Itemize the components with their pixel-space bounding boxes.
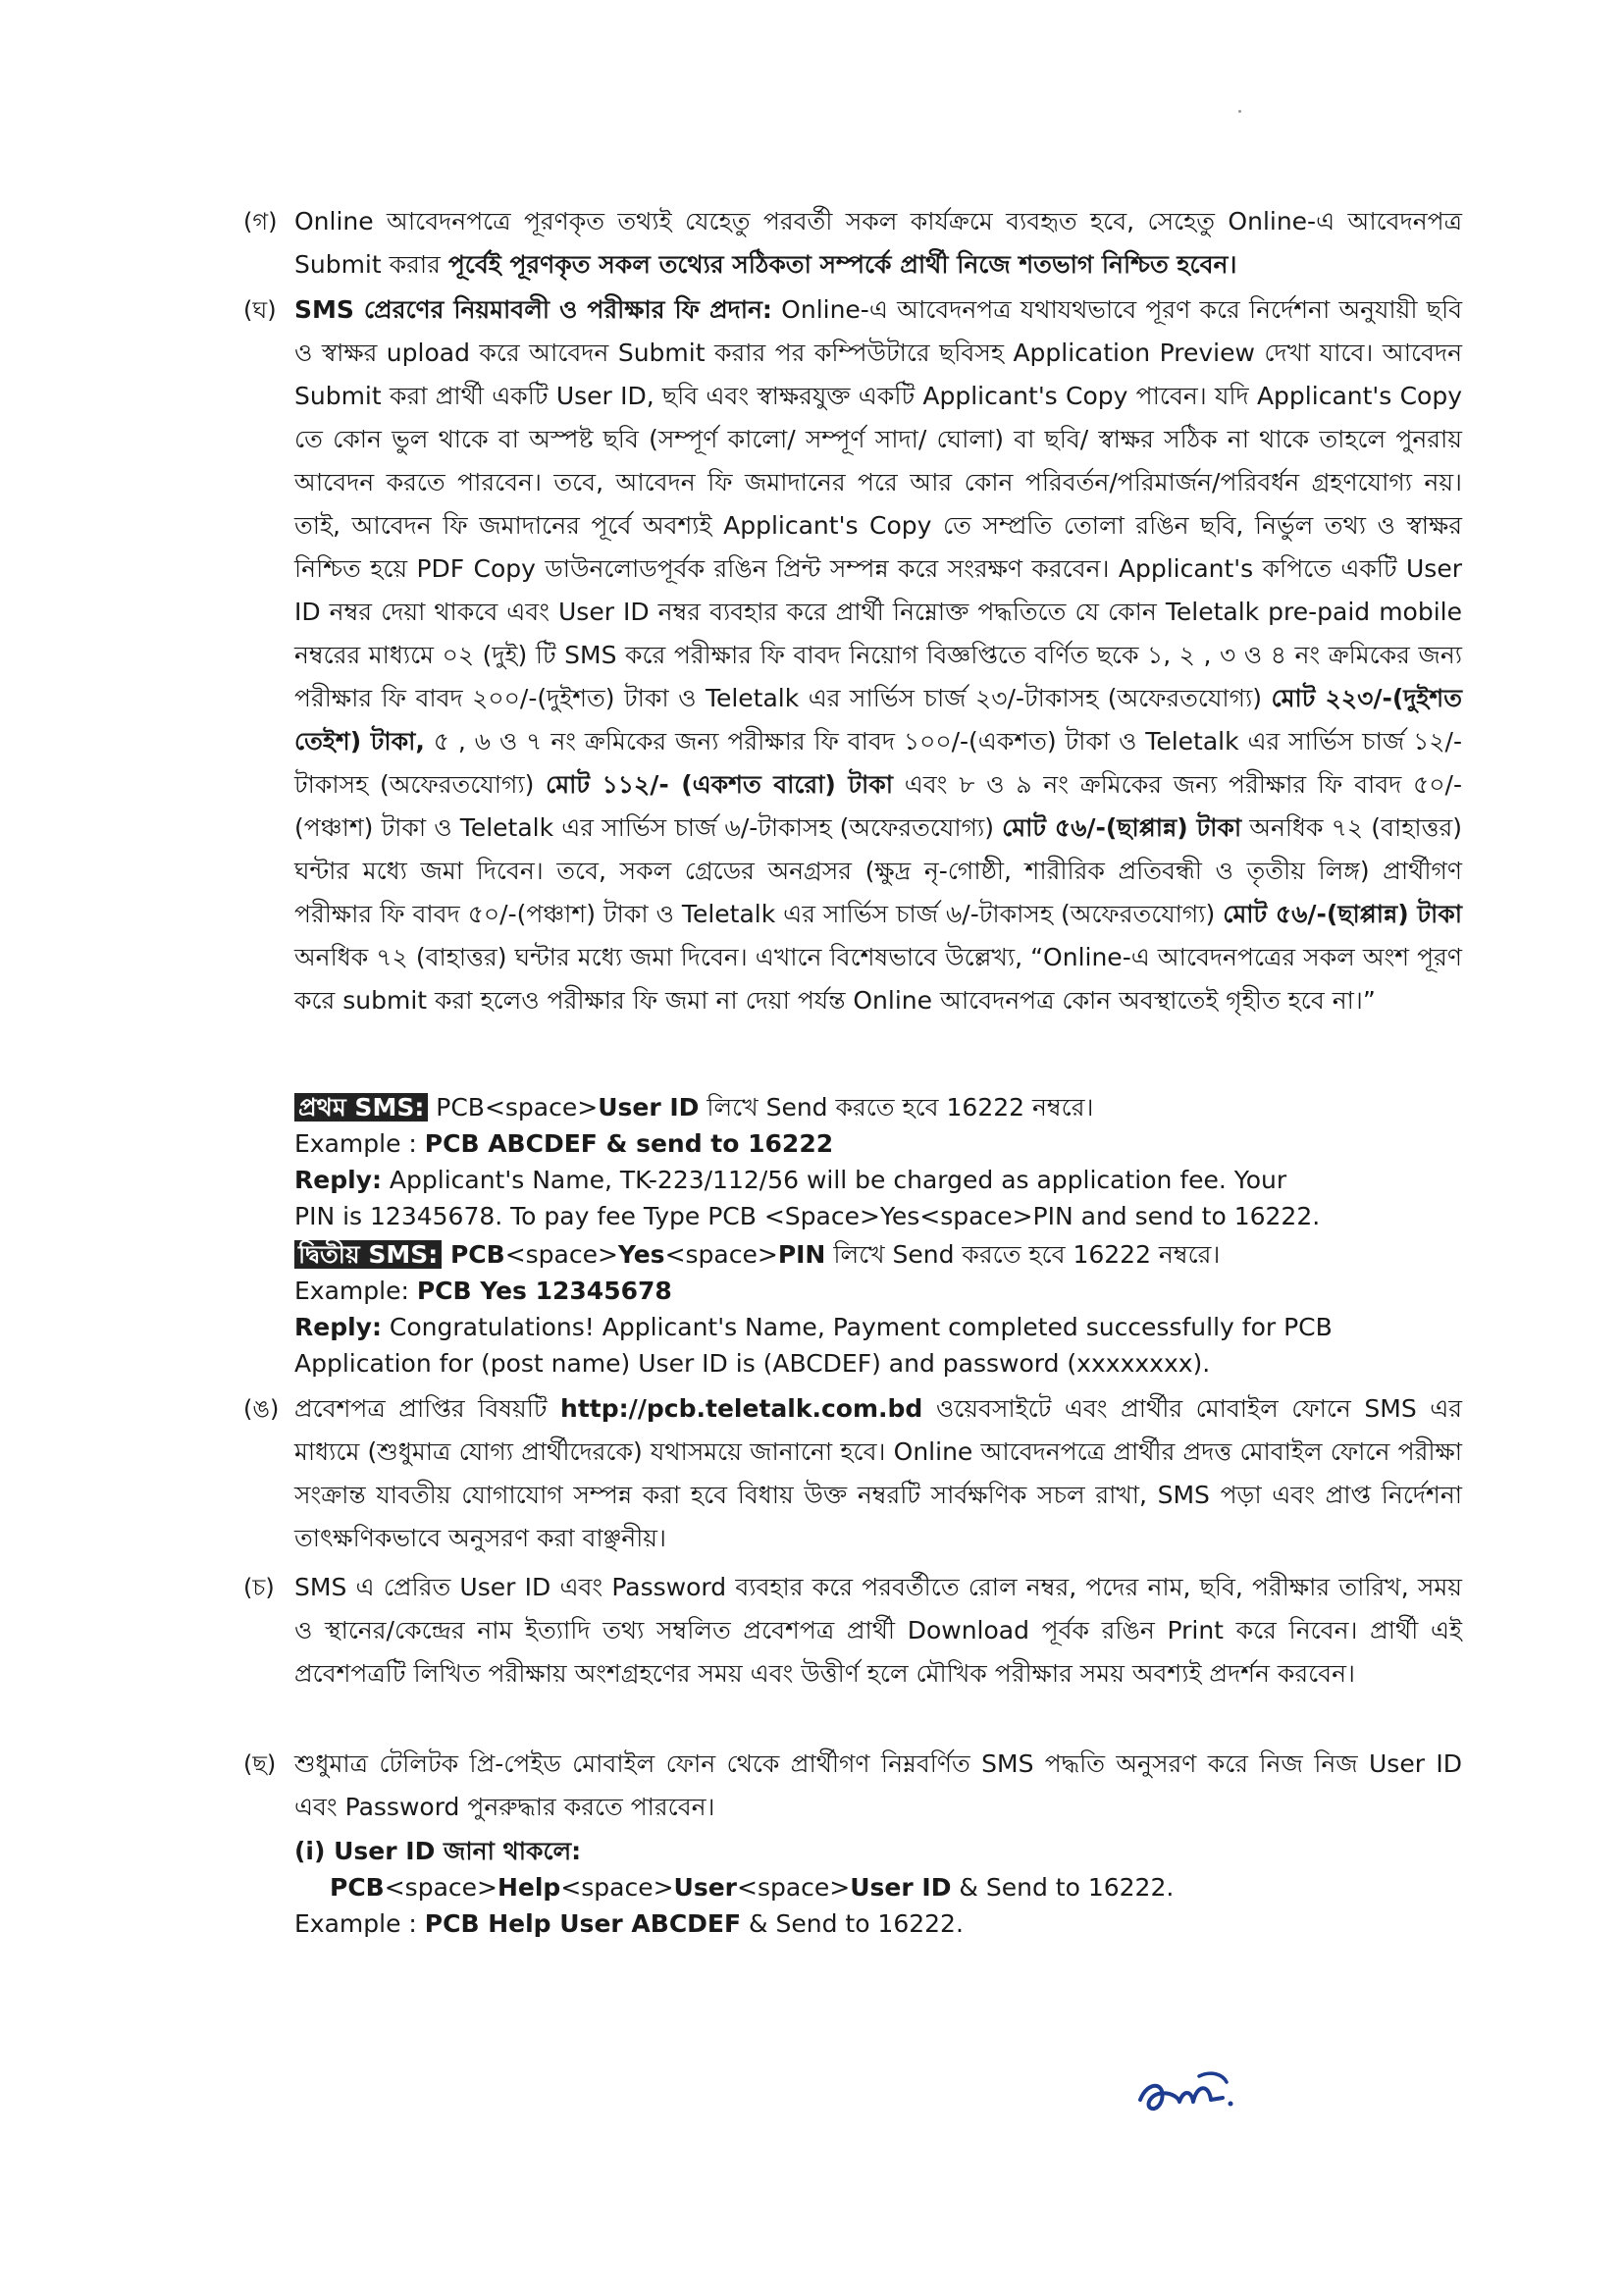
reply-label: Reply: bbox=[294, 1313, 382, 1341]
sms-second-example bbox=[294, 1273, 1462, 1309]
text-run: প্রবেশপত্র প্রাপ্তির বিষয়টি bbox=[294, 1394, 561, 1423]
bold-run: User bbox=[673, 1873, 738, 1902]
bold-run: PCB bbox=[330, 1873, 385, 1902]
text-run: Online আবেদনপত্রে পূরণকৃত তথ্যই যেহেতু পরবর্তী সকল কার্যক্রমে ব্যবহৃত হবে, সেহেতু Online-এ আবেদনপত্র Submit করার bbox=[294, 207, 1462, 279]
sms-first-example bbox=[294, 1125, 1462, 1162]
sms-first-line bbox=[294, 1089, 1462, 1125]
clause-ga bbox=[243, 200, 1462, 287]
clause-chha bbox=[243, 1743, 1462, 1942]
example-value: PCB Help User ABCDEF bbox=[424, 1909, 742, 1938]
sms-second-reply-cont: Application for (post name) User ID is (ABCDEF) and password (xxxxxxxx). bbox=[294, 1349, 1211, 1378]
clause-text bbox=[294, 288, 1462, 1022]
text-run: <space> bbox=[560, 1873, 674, 1902]
website-link: http://pcb.teletalk.com.bd bbox=[560, 1394, 923, 1423]
text-run: <space> bbox=[504, 1240, 618, 1269]
reply-text: Congratulations! Applicant's Name, Payment completed successfully for PCB bbox=[381, 1313, 1333, 1341]
example-label: Example: bbox=[294, 1277, 417, 1305]
example-label: Example : bbox=[294, 1129, 425, 1158]
reply-label: Reply: bbox=[294, 1166, 382, 1194]
text-run: & Send to 16222. bbox=[951, 1873, 1175, 1902]
sms-first-block bbox=[294, 1089, 1462, 1234]
clause-number: (ছ) bbox=[243, 1750, 277, 1778]
clause-number: (গ) bbox=[243, 208, 278, 235]
signature bbox=[1128, 2061, 1266, 2129]
sub-heading-text: (i) User ID জানা থাকলে: bbox=[294, 1837, 582, 1865]
sms-second-block bbox=[294, 1236, 1462, 1382]
example-label: Example : bbox=[294, 1909, 425, 1938]
clause-text bbox=[294, 1387, 1462, 1560]
example-value: PCB Yes 12345678 bbox=[416, 1277, 672, 1305]
clause-number: (ঙ) bbox=[243, 1395, 280, 1423]
bold-run: মোট ৫৬/-(ছাপ্পান্ন) টাকা bbox=[1223, 900, 1462, 928]
recovery-command bbox=[294, 1869, 1462, 1905]
text-run: Online-এ আবেদনপত্র যথাযথভাবে পূরণ করে নির্দেশনা অনুযায়ী ছবি ও স্বাক্ষর upload করে আবেদন Submit করার পর কম্পিউটারে ছবিসহ Application Preview দেখা যাবে। আবেদন Submit করা প্রার্থী একটি User ID, ছবি এবং স্বাক্ষরযুক্ত একটি Applicant's Copy পাবেন। যদি Applicant's Copy তে কোন ভুল থাকে বা অস্পষ্ট ছবি (সম্পূর্ণ কালো/ সম্পূর্ণ সাদা/ ঘোলা) বা ছবি/ স্বাক্ষর সঠিক না থাকে তাহলে পুনরায় আবেদন করতে পারবেন। তবে, আবেদন ফি জমাদানের পরে আর কোন পরিবর্তন/পরিমার্জন/পরিবর্ধন গ্রহণযোগ্য নয়। তাই, আবেদন ফি জমাদানের পূর্বে অবশ্যই Applicant's Copy তে সম্প্রতি তোলা রঙিন ছবি, নির্ভুল তথ্য ও স্বাক্ষর নিশ্চিত হয়ে PDF Copy ডাউনলোডপূর্বক রঙিন প্রিন্ট সম্পন্ন করে সংরক্ষণ করবেন। Applicant's কপিতে একটি User ID নম্বর দেয়া থাকবে এবং User ID নম্বর ব্যবহার করে প্রার্থী নিম্নোক্ত পদ্ধতিতে যে কোন Teletalk pre-paid mobile নম্বরের মাধ্যমে ০২ (দুই) টি SMS করে পরীক্ষার ফি বাবদ নিয়োগ বিজ্ঞপ্তিতে বর্ণিত ছকে ১, ২ , ৩ ও ৪ নং ক্রমিকের জন্য পরীক্ষার ফি বাবদ ২০০/-(দুইশত) টাকা ও Teletalk এর সার্ভিস চার্জ ২৩/-টাকাসহ (অফেরতযোগ্য) bbox=[294, 295, 1463, 712]
clause-text: শুধুমাত্র টেলিটক প্রি-পেইড মোবাইল ফোন থেকে প্রার্থীগণ নিম্নবর্ণিত SMS পদ্ধতি অনুসরণ করে নিজ নিজ User ID এবং Password পুনরুদ্ধার করতে পারবেন। bbox=[294, 1749, 1462, 1821]
bold-run: মোট ১১২/- (একশত বারো) টাকা bbox=[546, 770, 893, 799]
bold-run: মোট ২২৩/-(দুইশত তেইশ) টাকা, bbox=[294, 684, 1462, 756]
text-run: & Send to 16222. bbox=[741, 1909, 964, 1938]
text-run: অনধিক ৭২ (বাহাত্তর) ঘন্টার মধ্যে জমা দিবেন। এখানে বিশেষভাবে উল্লেখ্য, “Online-এ আবেদনপত্রের সকল অংশ পূরণ করে submit করা হলেও পরীক্ষার ফি জমা না দেয়া পর্যন্ত Online আবেদনপত্র কোন অবস্থাতেই গৃহীত হবে না।” bbox=[294, 943, 1462, 1015]
sms-first-label: প্রথম SMS: bbox=[294, 1093, 428, 1122]
bold-run: মোট ৫৬/-(ছাপ্পান্ন) টাকা bbox=[1002, 813, 1242, 842]
text-run: অনধিক ৭২ (বাহাত্তর) ঘন্টার মধ্যে জমা দিবেন। তবে, সকল গ্রেডের অনগ্রসর (ক্ষুদ্র নৃ-গোষ্ঠী, শারীরিক প্রতিবন্ধী ও তৃতীয় লিঙ্গ) প্রার্থীগণ পরীক্ষার ফি বাবদ ৫০/-(পঞ্চাশ) টাকা ও Teletalk এর সার্ভিস চার্জ ৬/-টাকাসহ (অফেরতযোগ্য) bbox=[294, 813, 1462, 928]
text-run: PCB<space> bbox=[428, 1093, 599, 1122]
clause-number: (ঘ) bbox=[243, 296, 277, 324]
text-run: <space> bbox=[384, 1873, 497, 1902]
sub-heading bbox=[294, 1833, 1462, 1869]
text-run: <space> bbox=[737, 1873, 851, 1902]
bold-run: PCB bbox=[442, 1240, 505, 1269]
bold-run: Help bbox=[497, 1873, 561, 1902]
example-value: PCB ABCDEF & send to 16222 bbox=[424, 1129, 834, 1158]
clause-cha bbox=[243, 1566, 1462, 1696]
bold-run: পূর্বেই পূরণকৃত সকল তথ্যের সঠিকতা সম্পর্কে প্রার্থী নিজে শতভাগ নিশ্চিত হবেন। bbox=[447, 250, 1237, 279]
text-run: ৫ , ৬ ও ৭ নং ক্রমিকের জন্য পরীক্ষার ফি বাবদ ১০০/-(একশত) টাকা ও Teletalk এর সার্ভিস চার্জ ১২/-টাকাসহ (অফেরতযোগ্য) bbox=[294, 727, 1463, 799]
clause-uma bbox=[243, 1387, 1462, 1560]
clause-gha bbox=[243, 288, 1463, 1022]
sms-second-reply bbox=[294, 1309, 1462, 1345]
sms-first-reply bbox=[294, 1162, 1462, 1198]
text-run: ওয়েবসাইটে এবং প্রার্থীর মোবাইল ফোনে SMS এর মাধ্যমে (শুধুমাত্র যোগ্য প্রার্থীদেরকে) যথাসময়ে জানানো হবে। Online আবেদনপত্রে প্রার্থীর প্রদত্ত মোবাইল ফোনে পরীক্ষা সংক্রান্ত যাবতীয় যোগাযোগ সম্পন্ন করা হবে বিধায় উক্ত নম্বরটি সার্বক্ষণিক সচল রাখা, SMS পড়া এবং প্রাপ্ত নির্দেশনা তাৎক্ষণিকভাবে অনুসরণ করা বাঞ্ছনীয়। bbox=[294, 1394, 1462, 1552]
bold-run: SMS প্রেরণের নিয়মাবলী ও পরীক্ষার ফি প্রদান: bbox=[294, 295, 772, 324]
recovery-example bbox=[294, 1905, 1462, 1942]
clause-text bbox=[294, 200, 1462, 287]
text-run: লিখে Send করতে হবে 16222 নম্বরে। bbox=[699, 1093, 1094, 1122]
text-run: <space> bbox=[664, 1240, 778, 1269]
reply-text: Applicant's Name, TK-223/112/56 will be charged as application fee. Your bbox=[381, 1166, 1287, 1194]
text-run: এবং ৮ ও ৯ নং ক্রমিকের জন্য পরীক্ষার ফি বাবদ ৫০/-(পঞ্চাশ) টাকা ও Teletalk এর সার্ভিস চার্জ ৬/-টাকাসহ (অফেরতযোগ্য) bbox=[294, 770, 1462, 842]
clause-number: (চ) bbox=[243, 1574, 275, 1601]
bold-run: Yes bbox=[617, 1240, 665, 1269]
bold-run: User ID bbox=[598, 1093, 700, 1122]
sms-first-reply-cont: PIN is 12345678. To pay fee Type PCB <Space>Yes<space>PIN and send to 16222. bbox=[294, 1202, 1321, 1230]
clause-text: SMS এ প্রেরিত User ID এবং Password ব্যবহার করে পরবর্তীতে রোল নম্বর, পদের নাম, ছবি, পরীক্ষার তারিখ, সময় ও স্থানের/কেন্দ্রের নাম ইত্যাদি তথ্য সম্বলিত প্রবেশপত্র প্রার্থী Download পূর্বক রঙিন Print করে নিবেন। প্রার্থী এই প্রবেশপত্রটি লিখিত পরীক্ষায় অংশগ্রহণের সময় এবং উত্তীর্ণ হলে মৌখিক পরীক্ষার সময় অবশ্যই প্রদর্শন করবেন। bbox=[294, 1573, 1462, 1688]
scan-speck bbox=[1238, 110, 1241, 113]
text-run: লিখে Send করতে হবে 16222 নম্বরে। bbox=[825, 1240, 1221, 1269]
sms-second-label: দ্বিতীয় SMS: bbox=[294, 1240, 442, 1269]
bold-run: User ID bbox=[850, 1873, 952, 1902]
sms-second-line bbox=[294, 1236, 1462, 1273]
bold-run: PIN bbox=[777, 1240, 826, 1269]
